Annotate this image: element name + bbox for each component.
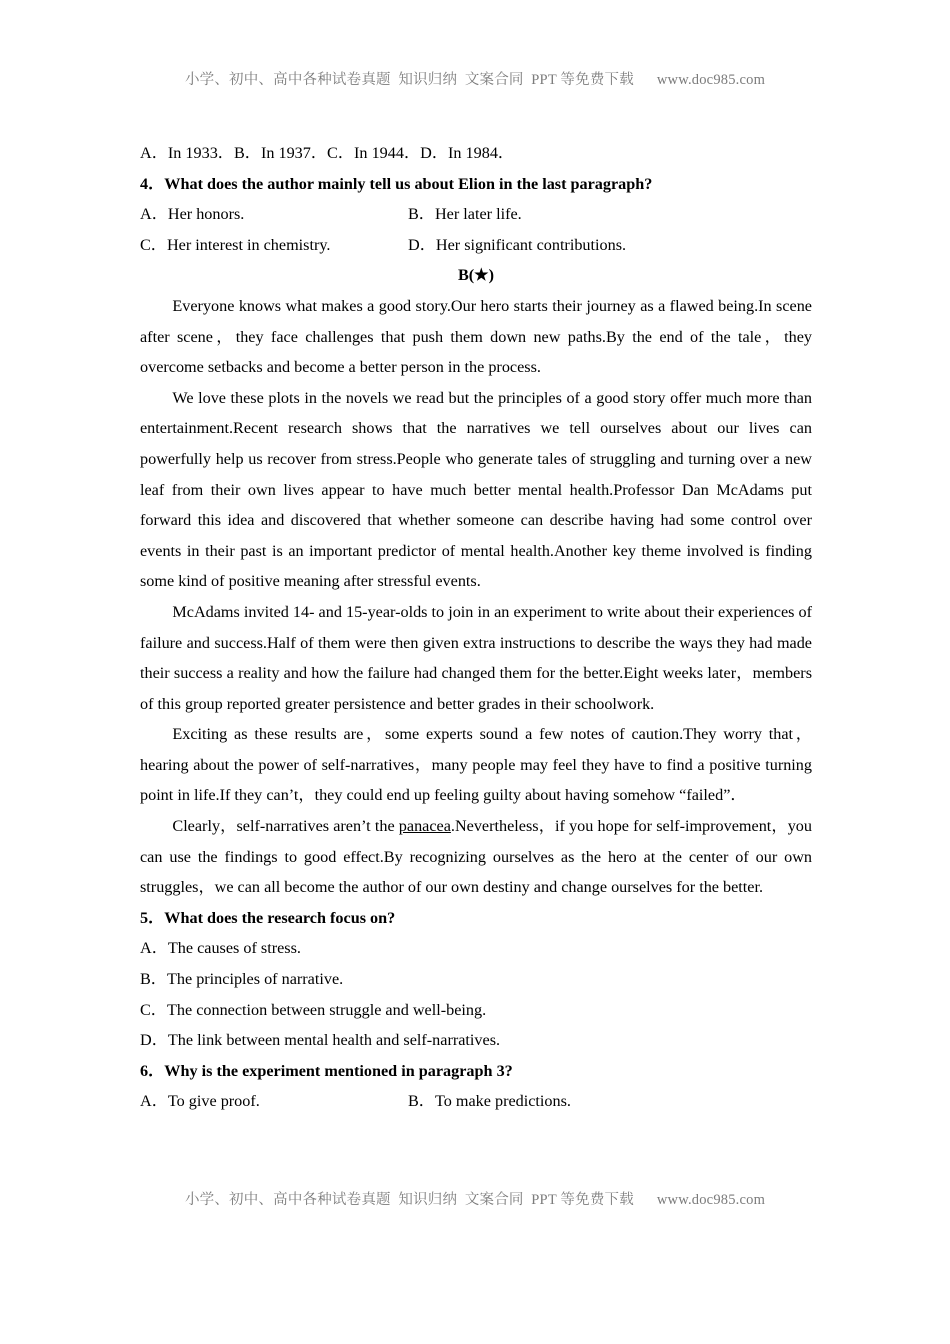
question-5-option-a[interactable]: A．The causes of stress. <box>140 939 301 958</box>
question-5-option-b[interactable]: B．The principles of narrative. <box>140 970 344 989</box>
passage-paragraph-4 <box>140 719 812 811</box>
footer-watermark: 小学、初中、高中各种试卷真题 知识归纳 文案合同 PPT 等免费下载 www.doc985.com <box>184 1192 766 1208</box>
question-4-option-c[interactable]: C．Her interest in chemistry. <box>140 235 331 254</box>
passage-paragraph-5 <box>140 811 812 903</box>
question-4-stem: 4．What does the author mainly tell us about Elion in the last paragraph? <box>140 174 653 193</box>
document-body <box>140 138 812 1117</box>
passage-paragraph-5-underlined-word: panacea <box>398 817 451 836</box>
question-3-options-line: A．In 1933．B．In 1937．C．In 1944．D．In 1984． <box>140 144 515 162</box>
passage-paragraph-5-text-before: Clearly，self-narratives aren’t the <box>172 817 399 836</box>
passage-paragraph-1: Everyone knows what makes a good story.Our hero starts their journey as a flawed being.In scene after scene，they face challenges that push them down new paths.By the end of the tale，they overcome setbacks and become a better person in the process. <box>140 296 812 377</box>
passage-paragraph-4-quoted-word: “failed”． <box>679 786 747 805</box>
question-4-options-row-1 <box>140 199 812 230</box>
question-6-option-a[interactable]: A．To give proof. <box>140 1092 260 1111</box>
question-4-option-a[interactable]: A．Her honors. <box>140 205 245 224</box>
question-5-option-d[interactable]: D．The link between mental health and self-narratives. <box>140 1031 501 1050</box>
question-4-option-b[interactable]: B．Her later life. <box>408 205 522 224</box>
question-4-option-d[interactable]: D．Her significant contributions. <box>408 235 627 254</box>
passage-paragraph-5-text-after: .Nevertheless，if you hope for self-improvement，you can use the findings to good effect.By recognizing ourselves as the hero at the center of our own struggles，we can all become the author of our own destiny and change ourselves for the better. <box>140 817 812 897</box>
question-6-options-row-1 <box>140 1086 812 1117</box>
passage-paragraph-3: McAdams invited 14- and 15-year-olds to join in an experiment to write about their experiences of failure and success.Half of them were then given extra instructions to describe the ways they had made their success a reality and how the failure had changed them for the better.Eight weeks later，members of this group reported greater persistence and better grades in their schoolwork. <box>140 602 812 713</box>
question-6-option-b[interactable]: B．To make predictions. <box>408 1092 571 1111</box>
header-watermark: 小学、初中、高中各种试卷真题 知识归纳 文案合同 PPT 等免费下载 www.doc985.com <box>184 72 766 88</box>
passage-paragraph-4-text: Exciting as these results are，some experts sound a few notes of caution.They worry that，hearing about the power of self-narratives，many people may feel they have to find a positive turning point in life.If they can’t，they could end up feeling guilty about having somehow <box>140 725 812 805</box>
question-5-option-c[interactable]: C．The connection between struggle and well-being. <box>140 1000 487 1019</box>
passage-paragraph-2: We love these plots in the novels we read but the principles of a good story offer much more than entertainment.Recent research shows that the narratives we tell ourselves about our lives can powerfully help us recover from stress.People who generate tales of struggling and turning over a new leaf from their own lives appear to have much better mental health.Professor Dan McAdams put forward this idea and discovered that whether someone can describe having had some control over events in their past is an important predictor of mental health.Another key theme involved is finding some kind of positive meaning after stressful events. <box>140 388 812 591</box>
passage-section-label: B(★) <box>457 266 495 285</box>
question-4-options-row-2 <box>140 230 812 261</box>
question-6-stem: 6．Why is the experiment mentioned in paragraph 3? <box>140 1061 513 1080</box>
question-5-stem: 5．What does the research focus on? <box>140 908 396 927</box>
